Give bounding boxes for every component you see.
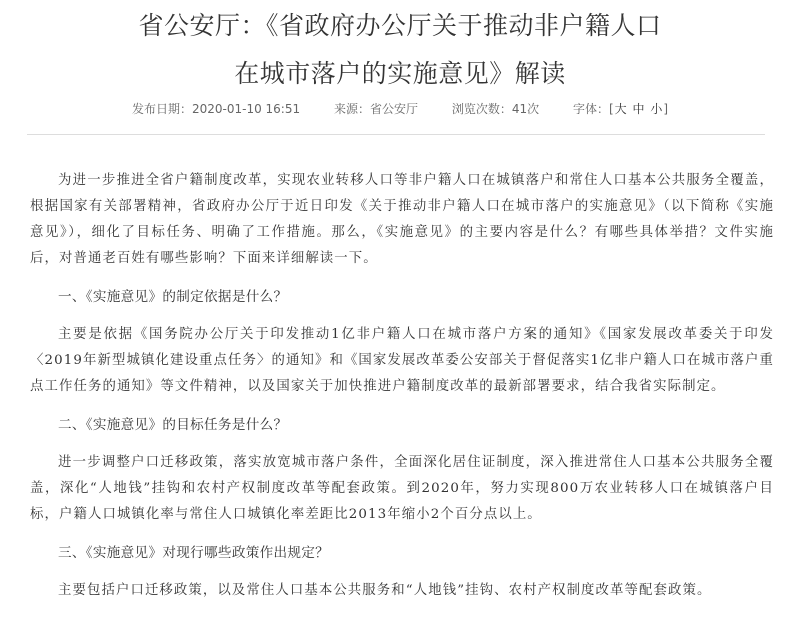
view-count — [452, 100, 539, 118]
font-size-medium-link[interactable]: 中 — [632, 102, 645, 116]
section-heading-2: 二、《实施意见》的目标任务是什么？ — [58, 417, 288, 433]
publish-date-value: 2020-01-10 16:51 — [191, 102, 301, 116]
publish-date-label: 发布日期： — [131, 102, 192, 116]
source-value: 省公安厅 — [369, 102, 418, 116]
font-size-small-link[interactable]: 小 — [650, 102, 663, 116]
section-paragraph-2: 进一步调整户口迁移政策，落实放宽城市落户条件，全面深化居住证制度，深入推进常住人口基本公共服务全覆盖，深化“人地钱”挂钩和农村产权制度改革等配套政策。到2020年，努力实现800万农业转移人口在城镇落户目标，户籍人口城镇化率与常住人口城镇化率差距比2013年缩小2个百分点以上。 — [30, 455, 774, 522]
source — [334, 100, 418, 118]
font-size-bracket-open: [ — [608, 102, 614, 116]
title-divider — [27, 134, 765, 135]
intro-paragraph: 为进一步推进全省户籍制度改革，实现农业转移人口等非户籍人口在城镇落户和常住人口基本公共服务全覆盖，根据国家有关部署精神，省政府办公厅于近日印发《关于推动非户籍人口在城市落户的实施意见》（以下简称《实施意见》），细化了目标任务、明确了工作措施。那么，《实施意见》的主要内容是什么？有哪些具体举措？文件实施后，对普通老百姓有哪些影响？下面来详细解读一下。 — [30, 173, 774, 266]
publish-date — [132, 100, 300, 118]
font-size-switcher — [573, 100, 668, 118]
font-size-large-link[interactable]: 大 — [614, 102, 627, 116]
article-meta — [0, 100, 800, 118]
view-count-value: 41次 — [511, 102, 540, 116]
source-label: 来源： — [333, 102, 370, 116]
section-paragraph-3: 主要包括户口迁移政策，以及常住人口基本公共服务和“人地钱”挂钩、农村产权制度改革等配套政策。 — [58, 583, 712, 598]
article-title — [0, 0, 800, 98]
font-size-label: 字体： — [572, 102, 609, 116]
section-paragraph-1: 主要是依据《国务院办公厅关于印发推动1亿非户籍人口在城市落户方案的通知》《国家发展改革委关于印发〈2019年新型城镇化建设重点任务〉的通知》和《国家发展改革委公安部关于督促落实1亿非户籍人口在城市落户重点工作任务的通知》等文件精神，以及国家关于加快推进户籍制度改革的最新部署要求，结合我省实际制定。 — [30, 327, 774, 394]
section-heading-1: 一、《实施意见》的制定依据是什么？ — [58, 289, 288, 305]
section-heading-3: 三、《实施意见》对现行哪些政策作出规定？ — [58, 545, 330, 561]
article-title-line-2: 在城市落户的实施意见》解读 — [234, 59, 566, 88]
article-title-line-1: 省公安厅：《省政府办公厅关于推动非户籍人口 — [138, 11, 662, 40]
article-body — [30, 168, 774, 604]
view-count-label: 浏览次数： — [451, 102, 512, 116]
font-size-bracket-close: ] — [663, 102, 669, 116]
